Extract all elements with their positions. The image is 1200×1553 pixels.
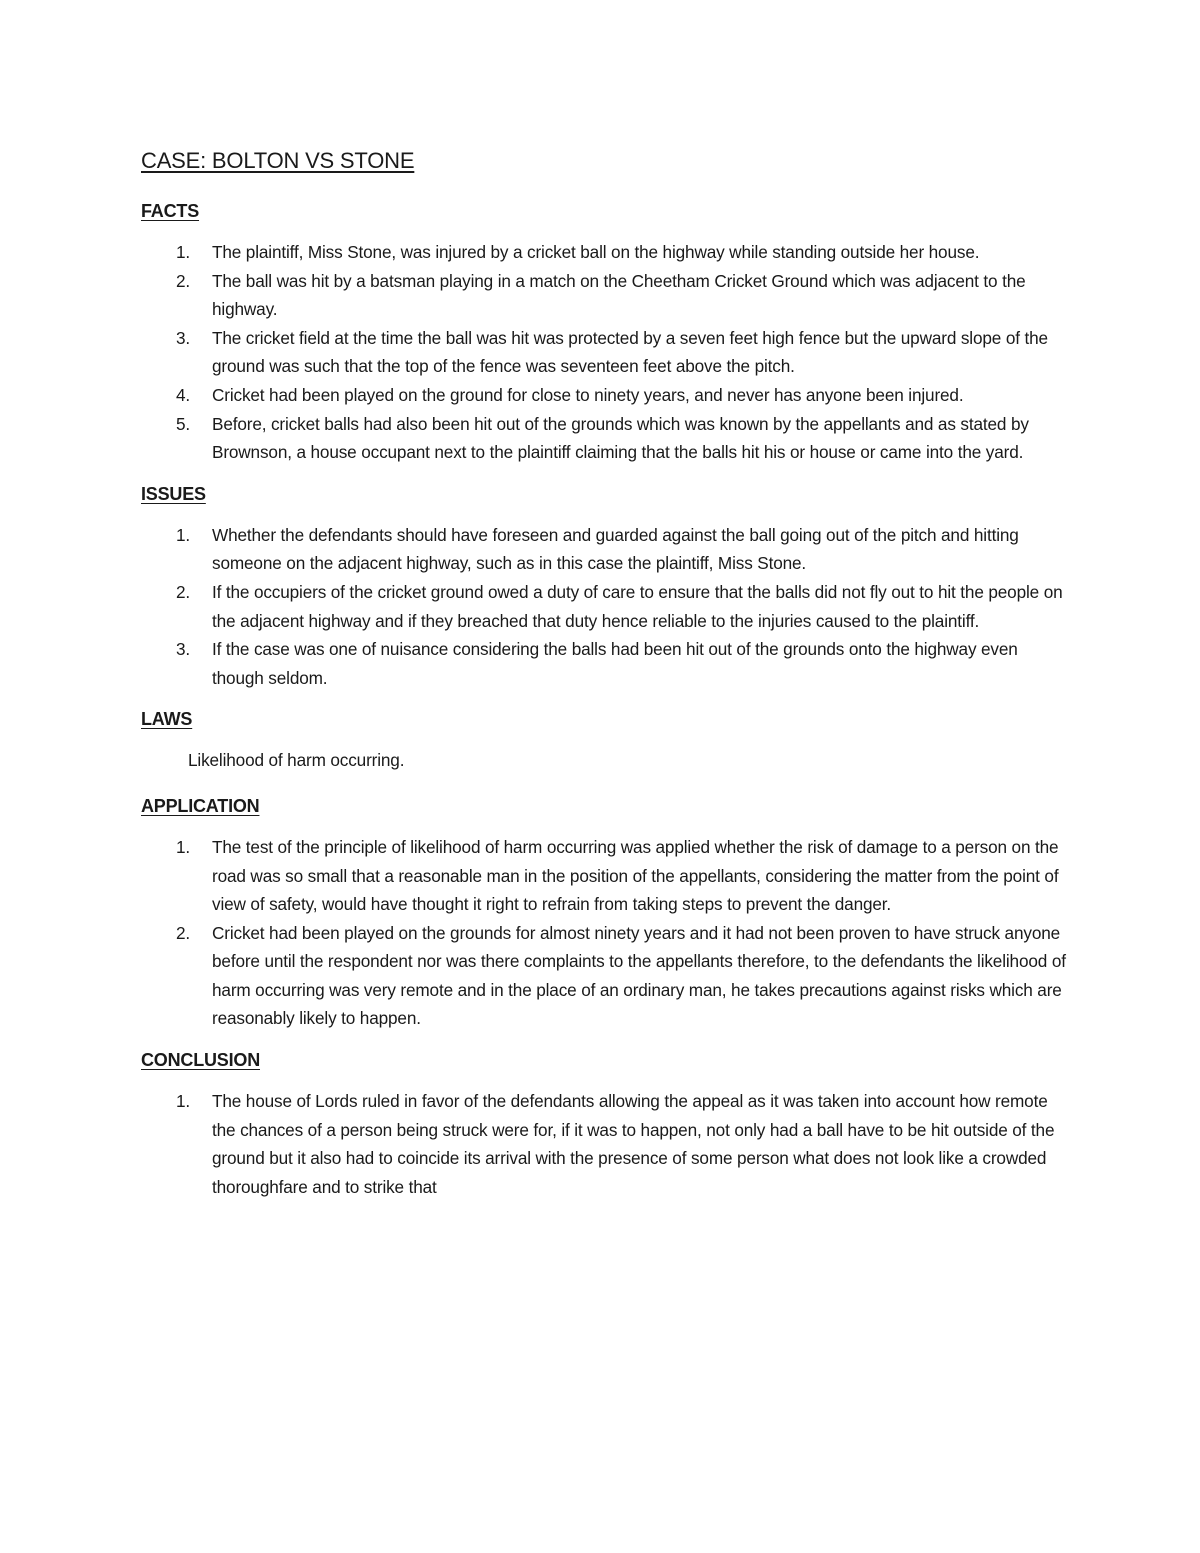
application-list xyxy=(141,833,1071,1033)
list-item xyxy=(141,521,1071,578)
list-item-text: The house of Lords ruled in favor of the defendants allowing the appeal as it was taken into account how remote the chances of a person being struck were for, if it was to happen, not only had a ball have to be hit outside of the ground but it also had to coincide its arrival with the presence of some person what does not look like a crowded thoroughfare and to strike that xyxy=(212,1091,1055,1197)
list-item xyxy=(141,1087,1071,1201)
facts-heading: FACTS xyxy=(141,201,200,221)
issues-heading: ISSUES xyxy=(141,483,206,504)
list-item-text: The plaintiff, Miss Stone, was injured by a cricket ball on the highway while standing outside her house. xyxy=(212,242,980,262)
list-number: 1. xyxy=(176,1091,191,1112)
issues-section xyxy=(141,481,1071,693)
list-item xyxy=(141,381,1071,410)
list-item-text: The cricket field at the time the ball was hit was protected by a seven feet high fence but the upward slope of the ground was such that the top of the fence was seventeen feet above the pitch. xyxy=(212,327,1048,377)
list-item-text: Cricket had been played on the grounds for almost ninety years and it had not been proven to have struck anyone before until the respondent nor was there complaints to the appellants therefore, to the defendants the likelihood of harm occurring was very remote and in the place of an ordinary man, he takes precautions against risks which are reasonably likely to happen. xyxy=(212,922,1066,1029)
conclusion-heading: CONCLUSION xyxy=(141,1050,260,1071)
laws-text: Likelihood of harm occurring. xyxy=(188,750,405,771)
list-item-text: The test of the principle of likelihood of harm occurring was applied whether the risk of damage to a person on the road was so small that a reasonable man in the position of the appellants, considering the matter from the point of view of safety, would have thought it right to refrain from taking steps to prevent the danger. xyxy=(212,836,1059,915)
list-item-text: If the case was one of nuisance considering the balls had been hit out of the grounds onto the highway even though seldom. xyxy=(212,639,1018,688)
list-item xyxy=(141,635,1071,692)
application-heading: APPLICATION xyxy=(141,795,260,816)
list-number: 2. xyxy=(176,922,191,943)
list-item xyxy=(141,410,1071,467)
list-item-text: The ball was hit by a batsman playing in a match on the Cheetham Cricket Ground which was adjacent to the highway. xyxy=(212,270,1026,320)
list-number: 3. xyxy=(176,639,191,660)
list-item xyxy=(141,833,1071,919)
issues-list xyxy=(141,521,1071,693)
list-item xyxy=(141,578,1071,635)
list-item-text: Before, cricket balls had also been hit out of the grounds which was known by the appellants and as stated by Brownson, a house occupant next to the plaintiff claiming that the balls hit his or house or came into the yard. xyxy=(212,413,1029,463)
facts-list xyxy=(141,238,1071,467)
list-item xyxy=(141,919,1071,1033)
conclusion-section xyxy=(141,1047,1071,1201)
list-number: 3. xyxy=(176,327,191,348)
list-item xyxy=(141,238,1071,267)
list-item-text: Whether the defendants should have foreseen and guarded against the ball going out of the pitch and hitting someone on the adjacent highway, such as in this case the plaintiff, Miss Stone. xyxy=(212,524,1019,574)
list-item-text: Cricket had been played on the ground for close to ninety years, and never has anyone been injured. xyxy=(212,384,964,405)
list-item xyxy=(141,324,1071,381)
list-number: 1. xyxy=(176,524,191,545)
list-item-text: If the occupiers of the cricket ground owed a duty of care to ensure that the balls did not fly out to hit the people on the adjacent highway and if they breached that duty hence reliable to the injuries caused to the plaintiff. xyxy=(212,581,1063,631)
list-number: 1. xyxy=(176,836,191,857)
list-number: 2. xyxy=(176,581,191,602)
facts-section xyxy=(141,198,1071,467)
list-number: 1. xyxy=(176,242,191,262)
document-title: CASE: BOLTON VS STONE xyxy=(141,148,415,173)
list-item xyxy=(141,267,1071,324)
laws-heading: LAWS xyxy=(141,709,193,730)
list-number: 5. xyxy=(176,413,191,434)
laws-section xyxy=(141,706,1071,775)
application-section xyxy=(141,793,1071,1033)
list-number: 4. xyxy=(176,384,191,405)
list-number: 2. xyxy=(176,270,191,291)
conclusion-list xyxy=(141,1087,1071,1201)
document-body xyxy=(141,146,1071,1215)
